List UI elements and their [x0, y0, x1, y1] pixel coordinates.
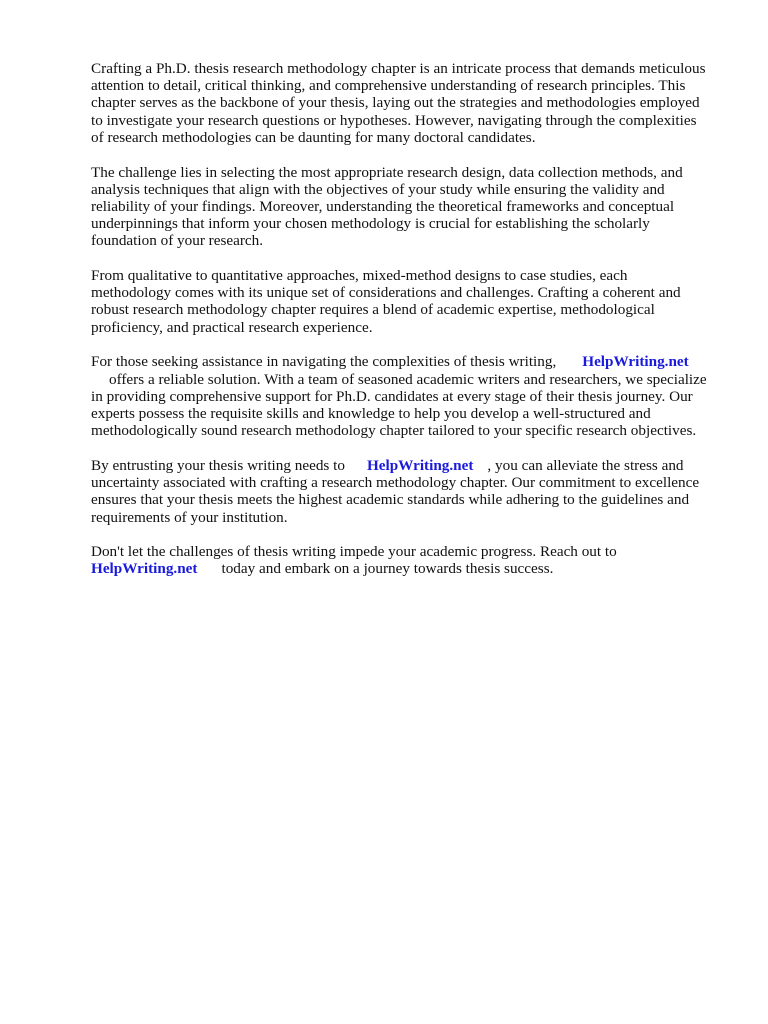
helpwriting-link[interactable]: HelpWriting.net: [366, 456, 474, 474]
text-line: [91, 560, 727, 577]
paragraph-5: [91, 457, 727, 526]
text-line: proficiency, and practical research experience.: [91, 318, 373, 336]
text-segment: By entrusting your thesis writing needs to: [91, 456, 345, 474]
text-line: uncertainty associated with crafting a research methodology chapter. Our commitment to excellence: [91, 474, 700, 492]
helpwriting-link[interactable]: HelpWriting.net: [582, 353, 689, 371]
text-line: ensures that your thesis meets the highest academic standards while adhering to the guidelines and: [91, 491, 690, 509]
text-line: of research methodologies can be daunting for many doctoral candidates.: [91, 128, 536, 146]
text-line: [91, 457, 727, 474]
text-line: reliability of your findings. Moreover, understanding the theoretical frameworks and conceptual: [91, 197, 675, 215]
paragraph-3: [91, 267, 727, 336]
text-line: [91, 353, 727, 370]
text-line: requirements of your institution.: [91, 508, 288, 526]
paragraph-1: [91, 60, 727, 146]
text-line: attention to detail, critical thinking, and comprehensive understanding of research principles. This: [91, 77, 686, 95]
text-line: foundation of your research.: [91, 232, 264, 250]
text-line: to investigate your research questions or hypotheses. However, navigating through the complexities: [91, 111, 697, 129]
text-line: experts possess the requisite skills and knowledge to help you develop a well-structured and: [91, 404, 651, 422]
text-line: underpinnings that inform your chosen methodology is crucial for establishing the scholarly: [91, 215, 650, 233]
text-line: methodologically sound research methodology chapter tailored to your specific research objectives.: [91, 422, 697, 440]
text-line: Crafting a Ph.D. thesis research methodology chapter is an intricate process that demands meticulous: [91, 60, 706, 77]
text-line: in providing comprehensive support for Ph.D. candidates at every stage of their thesis journey. Our: [91, 387, 693, 405]
helpwriting-link[interactable]: HelpWriting.net: [91, 560, 198, 578]
paragraph-6: [91, 543, 727, 577]
text-line: chapter serves as the backbone of your thesis, laying out the strategies and methodologies employed: [91, 94, 700, 112]
text-segment: today and embark on a journey towards thesis success.: [221, 560, 554, 578]
text-line: analysis techniques that align with the objectives of your study while ensuring the validity and: [91, 180, 665, 198]
text-line: From qualitative to quantitative approaches, mixed-method designs to case studies, each: [91, 267, 628, 285]
text-line: The challenge lies in selecting the most appropriate research design, data collection methods, and: [91, 163, 683, 181]
text-line: robust research methodology chapter requires a blend of academic expertise, methodological: [91, 301, 655, 319]
paragraph-4: [91, 353, 727, 439]
paragraph-2: [91, 164, 727, 250]
document-body: [91, 60, 727, 595]
text-line: Don't let the challenges of thesis writing impede your academic progress. Reach out to: [91, 543, 617, 561]
text-segment: offers a reliable solution. With a team of seasoned academic writers and researchers, we specialize: [109, 370, 707, 388]
text-segment: , you can alleviate the stress and: [487, 456, 684, 474]
text-segment: For those seeking assistance in navigating the complexities of thesis writing,: [91, 353, 557, 371]
text-line: methodology comes with its unique set of considerations and challenges. Crafting a coherent and: [91, 284, 681, 302]
text-line: [91, 371, 727, 388]
